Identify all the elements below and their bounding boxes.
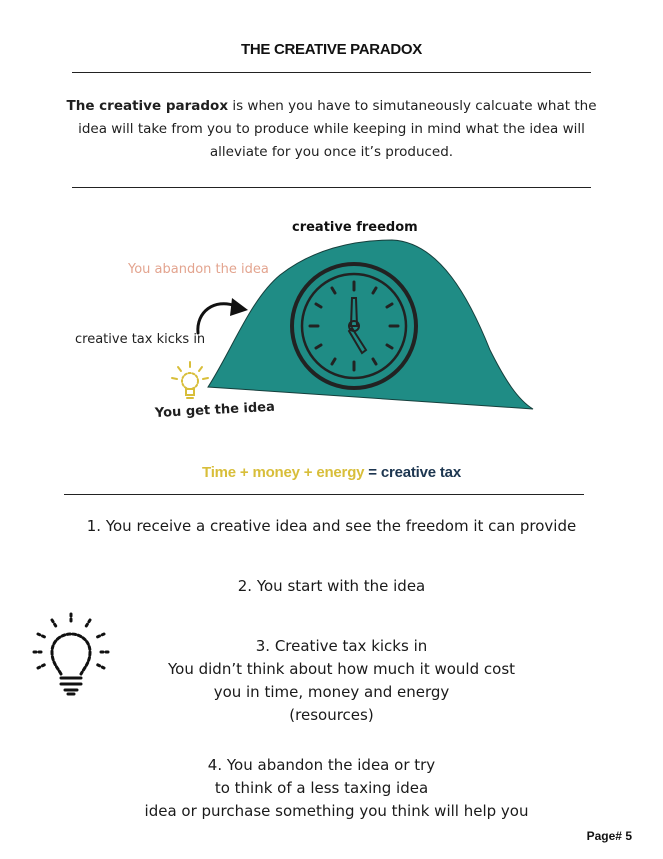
page-number: Page# 5 bbox=[586, 829, 632, 843]
step-4-line-2: to think of a less taxing idea bbox=[214, 779, 429, 797]
label-abandon-idea: You abandon the idea bbox=[128, 262, 269, 277]
step-4-line-1: 4. You abandon the idea or try bbox=[207, 756, 436, 774]
eq-result: creative tax bbox=[380, 464, 461, 481]
eq-time: Time bbox=[202, 464, 236, 481]
label-creative-freedom: creative freedom bbox=[292, 220, 418, 235]
step-4 bbox=[0, 754, 663, 823]
curved-arrow-icon bbox=[198, 298, 248, 333]
page-title: THE CREATIVE PARADOX bbox=[241, 41, 422, 58]
divider-equation bbox=[64, 494, 584, 495]
intro-text: is when you have to simutaneously calcuate what the idea will take from you to produce while keeping in mind what the idea will alleviate for you once it’s produced. bbox=[78, 98, 597, 160]
label-get-idea: You get the idea bbox=[154, 399, 276, 421]
step-4-line-3: idea or purchase something you think will help you bbox=[144, 802, 529, 820]
step-3-line-2: You didn’t think about how much it would cost bbox=[167, 660, 516, 678]
lightbulb-icon bbox=[30, 612, 112, 698]
label-tax-kicks-in: creative tax kicks in bbox=[75, 332, 206, 347]
lightbulb-icon-small bbox=[172, 362, 208, 398]
eq-plus-2: + bbox=[303, 464, 313, 481]
creative-tax-equation bbox=[0, 464, 663, 481]
eq-money: money bbox=[252, 464, 300, 481]
step-3-line-3: you in time, money and energy bbox=[213, 683, 450, 701]
step-2: 2. You start with the idea bbox=[237, 577, 426, 595]
eq-energy: energy bbox=[316, 464, 365, 481]
step-3-line-1: 3. Creative tax kicks in bbox=[255, 637, 428, 655]
eq-equals: = bbox=[368, 464, 377, 481]
step-3-line-4: (resources) bbox=[289, 706, 374, 724]
step-1: 1. You receive a creative idea and see the freedom it can provide bbox=[86, 517, 577, 535]
clock-icon bbox=[292, 264, 416, 388]
eq-plus-1: + bbox=[239, 464, 249, 481]
intro-bold-term: The creative paradox bbox=[66, 98, 229, 114]
